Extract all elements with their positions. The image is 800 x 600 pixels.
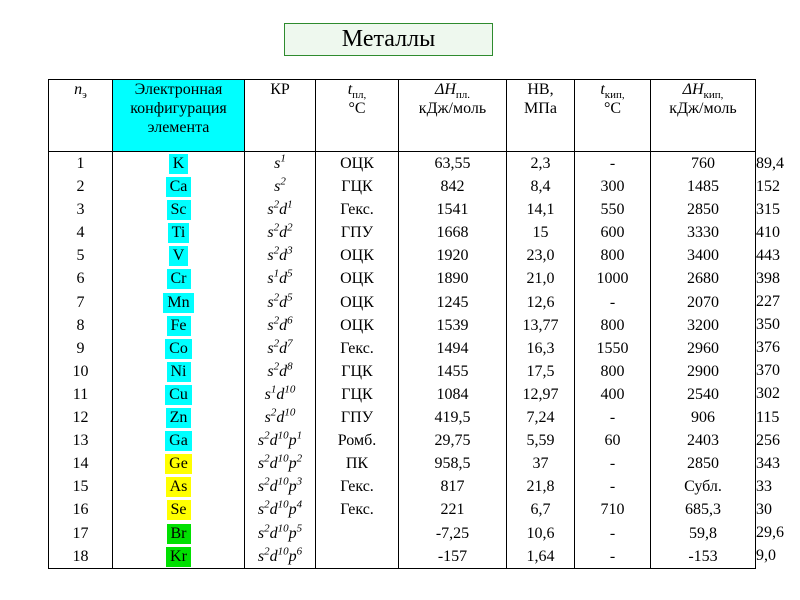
element-symbol: Co	[165, 339, 192, 359]
cell-cfg: $s^2d^3$	[267, 245, 293, 265]
cell-hpl: 15	[532, 224, 549, 242]
element-symbol: Ti	[168, 223, 190, 243]
cell-n: 10	[72, 362, 89, 380]
cell-tkip: 760	[691, 155, 715, 172]
cell-kr: Гекс.	[340, 478, 374, 496]
cell-el	[113, 498, 244, 521]
cell-cfg: $s^2d^{10}p^3$	[257, 475, 303, 496]
cell-hb: 800	[600, 316, 625, 334]
cell-hb: -	[609, 409, 616, 427]
cell-hb: -	[609, 547, 616, 565]
cell-tpl: -157	[437, 547, 468, 565]
cell-el	[113, 429, 244, 452]
element-symbol: Fe	[167, 316, 191, 336]
cell-tkip: 3330	[687, 224, 719, 242]
element-symbol: Zn	[166, 408, 192, 428]
page-title: Металлы	[284, 23, 493, 56]
header-hb: HB, МПа	[507, 80, 575, 152]
cell-cfg: $s^2d^6$	[267, 314, 293, 334]
cell-tpl: 1084	[436, 385, 469, 403]
cell-cfg: $s^2d^{10}$	[264, 406, 296, 427]
cell-tkip: 2960	[687, 339, 719, 357]
cell-n: 4	[76, 224, 85, 242]
element-symbol: Se	[167, 500, 191, 520]
column-config	[245, 152, 316, 569]
cell-tkip: -153	[688, 547, 718, 565]
element-symbol: Cr	[167, 269, 191, 289]
cell-hb: 400	[600, 385, 625, 403]
cell-tpl: 29,75	[434, 432, 471, 450]
cell-hb: -	[609, 478, 616, 496]
element-symbol: Ga	[165, 431, 192, 451]
element-symbol: As	[166, 477, 192, 497]
cell-cfg: $s^2d^2$	[267, 221, 293, 242]
column-hardness	[575, 152, 651, 569]
cell-n: 11	[72, 385, 89, 403]
cell-hpl: 13,77	[522, 316, 559, 334]
cell-el	[113, 221, 244, 244]
cell-el	[113, 267, 244, 290]
cell-hb: -	[609, 293, 616, 311]
element-symbol: Ni	[167, 362, 191, 382]
cell-hpl: 12,97	[522, 385, 559, 403]
cell-el	[113, 198, 244, 221]
cell-hpl: 14,1	[526, 201, 555, 219]
cell-el	[113, 152, 244, 175]
cell-n: 13	[72, 432, 89, 450]
cell-kr: ГПУ	[340, 409, 374, 427]
element-symbol: Ca	[166, 177, 192, 197]
cell-tkip: 906	[691, 409, 715, 427]
cell-el	[113, 291, 244, 314]
cell-tkip: 2540	[687, 385, 719, 403]
cell-n: 8	[76, 316, 85, 334]
cell-el	[113, 522, 244, 545]
cell-hpl: 7,24	[526, 409, 555, 427]
cell-n: 17	[72, 524, 89, 542]
cell-el	[113, 337, 244, 360]
cell-n: 12	[72, 409, 89, 427]
cell-tkip: Субл.	[684, 478, 722, 496]
cell-cfg: $s^2d^5$	[267, 291, 293, 311]
cell-n: 6	[76, 270, 85, 288]
cell-kr: ОЦК	[340, 155, 374, 172]
metals-table	[48, 79, 784, 569]
cell-tkip: 59,8	[689, 524, 717, 542]
cell-n: 3	[76, 201, 85, 219]
cell-kr: ОЦК	[340, 316, 374, 334]
cell-cfg: $s^1d^{10}$	[264, 383, 296, 403]
cell-cfg: $s^2d^1$	[267, 198, 293, 219]
cell-tkip: 3400	[687, 247, 719, 265]
cell-tpl: -7,25	[435, 524, 470, 542]
cell-hpl: 6,7	[530, 501, 551, 519]
header-n: $n_э$	[49, 80, 113, 152]
cell-tkip: 2070	[687, 293, 719, 311]
cell-hb: 550	[600, 201, 625, 219]
cell-hb: -	[609, 155, 616, 172]
cell-cfg: $s^1d^5$	[267, 268, 293, 288]
cell-el	[113, 314, 244, 337]
cell-hb: 1000	[596, 270, 629, 288]
cell-hpl: 23,0	[526, 247, 555, 265]
header-tkip: $t_{кип,}$ °C	[575, 80, 651, 152]
cell-el	[113, 360, 244, 383]
cell-kr: Гекс.	[340, 339, 374, 357]
cell-kr	[316, 522, 398, 545]
cell-kr: ПК	[345, 455, 369, 473]
element-symbol: Sc	[167, 200, 191, 220]
cell-tkip: 2403	[687, 432, 719, 450]
cell-cfg: $s^2$	[274, 175, 286, 196]
cell-cfg: $s^2d^{10}p^1$	[257, 429, 303, 450]
column-kr	[316, 152, 399, 569]
cell-n: 5	[76, 247, 85, 265]
cell-kr: Гекс.	[340, 501, 374, 519]
cell-hpl: 12,6	[526, 293, 555, 311]
cell-tpl: 1539	[436, 316, 469, 334]
cell-el	[113, 175, 244, 198]
cell-n: 18	[72, 547, 89, 565]
cell-tkip: 1485	[687, 178, 719, 196]
cell-cfg: $s^2d^{10}p^4$	[257, 499, 303, 519]
column-boiling-point	[651, 152, 756, 569]
cell-tpl: 817	[440, 478, 465, 496]
column-number	[49, 152, 113, 569]
cell-kr: ОЦК	[340, 270, 374, 288]
element-symbol: Mn	[163, 293, 193, 313]
header-config: Электронная конфигурация элемента	[113, 80, 245, 152]
header-tpl: $t_{пл,}$ °C	[316, 80, 399, 152]
cell-n: 9	[76, 339, 85, 357]
header-hkip: $\Delta H_{кип,}$ кДж/моль	[651, 80, 756, 152]
cell-tkip: 685,3	[685, 501, 721, 519]
cell-hpl: 16,3	[526, 339, 555, 357]
column-element	[113, 152, 245, 569]
header-kr: КР	[245, 80, 316, 152]
cell-tpl: 1920	[436, 247, 469, 265]
cell-el	[113, 406, 244, 429]
cell-tkip: 2850	[687, 201, 719, 219]
cell-cfg: $s^2d^{10}p^6$	[257, 545, 303, 565]
cell-n: 16	[72, 501, 89, 519]
cell-kr: ГПУ	[340, 224, 374, 242]
cell-hb: 600	[600, 224, 625, 242]
cell-tkip: 2850	[687, 455, 719, 473]
cell-kr: ОЦК	[340, 293, 374, 311]
cell-kr: Ромб.	[337, 432, 377, 450]
cell-tpl: 63,55	[434, 155, 471, 172]
cell-hpl: 5,59	[526, 432, 555, 450]
cell-el	[113, 244, 244, 267]
header-hpl: $\Delta H_{пл.}$ кДж/моль	[399, 80, 507, 152]
cell-cfg: $s^2d^7$	[267, 337, 293, 357]
cell-n: 2	[76, 178, 85, 196]
cell-tkip: 2900	[687, 362, 719, 380]
cell-el	[113, 475, 244, 498]
cell-hb: -	[609, 524, 616, 542]
cell-cfg: $s^2d^8$	[267, 360, 293, 380]
cell-tkip: 3200	[687, 316, 719, 334]
cell-el	[113, 545, 244, 568]
cell-hpl: 17,5	[526, 362, 555, 380]
header-row	[49, 80, 756, 152]
cell-hpl: 10,6	[526, 524, 555, 542]
cell-cfg: $s^1$	[274, 152, 286, 172]
cell-hpl: 37	[532, 455, 549, 473]
element-symbol: Br	[167, 524, 191, 544]
cell-tpl: 1455	[436, 362, 469, 380]
cell-n: 7	[76, 293, 85, 311]
data-body: 1 2 3 4 5 6 7 8 9 10 11 12 13 14 15 16 17 18 K Ca Sc Ti V Cr Mn Fe Co Ni Cu Zn Ga Ge As Se Br Kr $s^1$ $s^2$ $s^2d^1$ $s^2d^2$ $s^2d^3$ $s^1d^5$ $s^2d^5$ $s^2d^6$ $s^2d^7$ $s^2d^8$ $s^1d^{10}$ $s^2d^{10}$ $s^2d^{10}p^1$ $s^2d^{10}p^2$ $s^2d^{10}p^3$ $s^2d^{10}p^4$ $s^2d^{10}p^5$ $s^2d^{10}p^6$ ОЦК ГЦК Гекс. ГПУ ОЦК ОЦК ОЦК ОЦК Гекс. ГЦК ГЦК ГПУ Ромб. ПК Гекс. Гекс. 63,55 842 1541 1668 1920 1890 1245 1539 1494 1455 1084 419,5 29,75 958,5 817 221 -7,25 -157 2,3 8,4 14,1 15 23,0 21,0 12,6 13,77 16,3 17,5 12,97 7,24 5,59 37 21,8 6,7 10,6 1,64 - 300 550 600 800 1000 - 800 1550 800 400 - 60 - - 710 - - 760 1485 2850 3330 3400 2680 2070 3200 2960 2900 2540 906 2403 2850 Субл. 685,3 59,8 -153 89,4 152 315 410 443 398 227 350 376 370 302 115 256 343 33 30 29,6 9,0	[49, 152, 756, 569]
cell-el	[113, 452, 244, 475]
cell-tpl: 1890	[436, 270, 469, 288]
cell-kr	[316, 545, 398, 568]
cell-hpl: 1,64	[526, 547, 555, 565]
cell-tpl: 1668	[436, 224, 469, 242]
cell-hpl: 2,3	[530, 155, 551, 172]
element-symbol: K	[169, 154, 189, 174]
column-melting-point	[399, 152, 507, 569]
cell-tkip: 2680	[687, 270, 719, 288]
column-melting-enthalpy	[507, 152, 575, 569]
cell-tpl: 842	[440, 178, 465, 196]
cell-n: 1	[76, 155, 85, 172]
cell-hpl: 8,4	[530, 178, 551, 196]
cell-tpl: 419,5	[434, 409, 471, 427]
element-symbol: Kr	[166, 547, 191, 567]
cell-hb: 710	[600, 501, 625, 519]
cell-hb: 300	[600, 178, 625, 196]
cell-kr: ОЦК	[340, 247, 374, 265]
cell-hb: 800	[600, 362, 625, 380]
cell-n: 14	[72, 455, 89, 473]
cell-hb: 1550	[596, 339, 629, 357]
cell-hb: 800	[600, 247, 625, 265]
cell-tpl: 1541	[436, 201, 469, 219]
cell-kr: ГЦК	[341, 178, 373, 196]
cell-tpl: 221	[440, 501, 465, 519]
cell-el	[113, 383, 244, 406]
cell-hpl: 21,8	[526, 478, 555, 496]
cell-cfg: $s^2d^{10}p^2$	[257, 452, 303, 473]
element-symbol: V	[169, 246, 189, 266]
cell-tpl: 958,5	[434, 455, 471, 473]
element-symbol: Ge	[165, 454, 192, 474]
element-symbol: Cu	[165, 385, 192, 405]
cell-cfg: $s^2d^{10}p^5$	[257, 522, 303, 542]
cell-kr: Гекс.	[340, 201, 374, 219]
cell-hb: 60	[604, 432, 621, 450]
cell-tpl: 1494	[436, 339, 469, 357]
cell-tpl: 1245	[436, 293, 469, 311]
cell-hpl: 21,0	[526, 270, 555, 288]
cell-hb: -	[609, 455, 616, 473]
cell-n: 15	[72, 478, 89, 496]
cell-kr: ГЦК	[341, 362, 373, 380]
cell-kr: ГЦК	[341, 385, 373, 403]
